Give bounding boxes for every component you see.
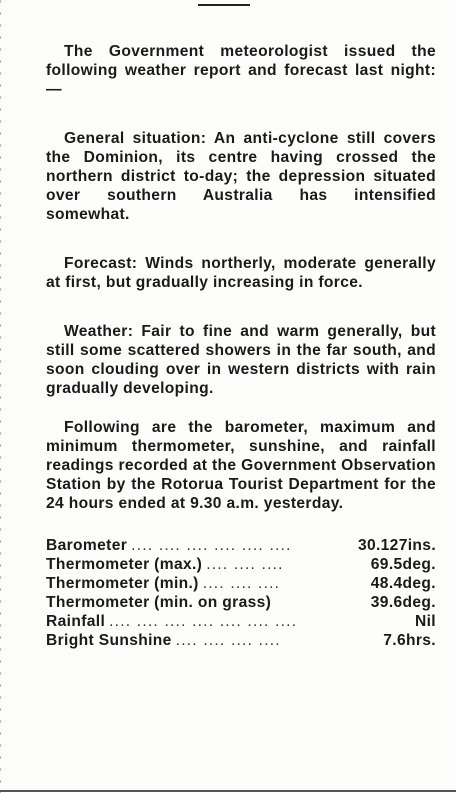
left-column-edge: [0, 0, 1, 793]
reading-thermometer-min: [46, 574, 436, 593]
reading-leader: .... .... ....: [206, 556, 284, 573]
bottom-rule: [0, 790, 456, 792]
reading-label: Thermometer (min. on grass): [46, 594, 272, 611]
reading-label: Rainfall: [46, 613, 106, 630]
reading-leader: .... .... .... .... .... ....: [131, 537, 292, 554]
readings-intro-paragraph: Following are the barometer, maximum and minimum thermometer, sunshine, and rainfall readings recorded at the Government Observation Station by the Rotorua Tourist Department for the 24 hours ended at 9.30 a.m. yesterday.: [46, 419, 436, 512]
reading-value: 39.6deg.: [370, 594, 436, 611]
reading-value: 69.5deg.: [370, 556, 436, 573]
reading-thermometer-grass: [46, 593, 436, 612]
reading-leader: .... .... ....: [202, 575, 281, 592]
reading-thermometer-max: [46, 555, 436, 574]
reading-label: Barometer: [46, 537, 128, 554]
weather-report-column: [46, 42, 436, 650]
forecast-paragraph: Forecast: Winds northerly, moderate generally at first, but gradually increasing in force.: [46, 255, 436, 291]
reading-bright-sunshine: [46, 631, 436, 650]
reading-rainfall: [46, 612, 436, 631]
reading-value: Nil: [415, 613, 436, 630]
reading-label: Bright Sunshine: [46, 632, 172, 649]
general-situation-paragraph: General situation: An anti-cyclone still covers the Dominion, its centre having crossed the northern district to-day; the depression situated over southern Australia has intensified somewhat.: [46, 130, 436, 223]
readings-list: [46, 536, 436, 650]
reading-value: 7.6hrs.: [383, 632, 436, 649]
intro-paragraph: The Government meteorologist issued the following weather report and forecast last night:—: [46, 43, 436, 98]
top-rule: [198, 4, 250, 6]
reading-leader: .... .... .... .... .... .... ....: [109, 613, 298, 630]
reading-label: Thermometer (min.): [46, 575, 199, 592]
reading-value: 48.4deg.: [370, 575, 436, 592]
reading-label: Thermometer (max.): [46, 556, 203, 573]
reading-leader: .... .... .... ....: [175, 632, 281, 649]
reading-barometer: [46, 536, 436, 555]
reading-value: 30.127ins.: [357, 537, 436, 554]
weather-paragraph: Weather: Fair to fine and warm generally, but still some scattered showers in the far south, and soon clouding over in western districts with rain gradually developing.: [46, 323, 436, 397]
